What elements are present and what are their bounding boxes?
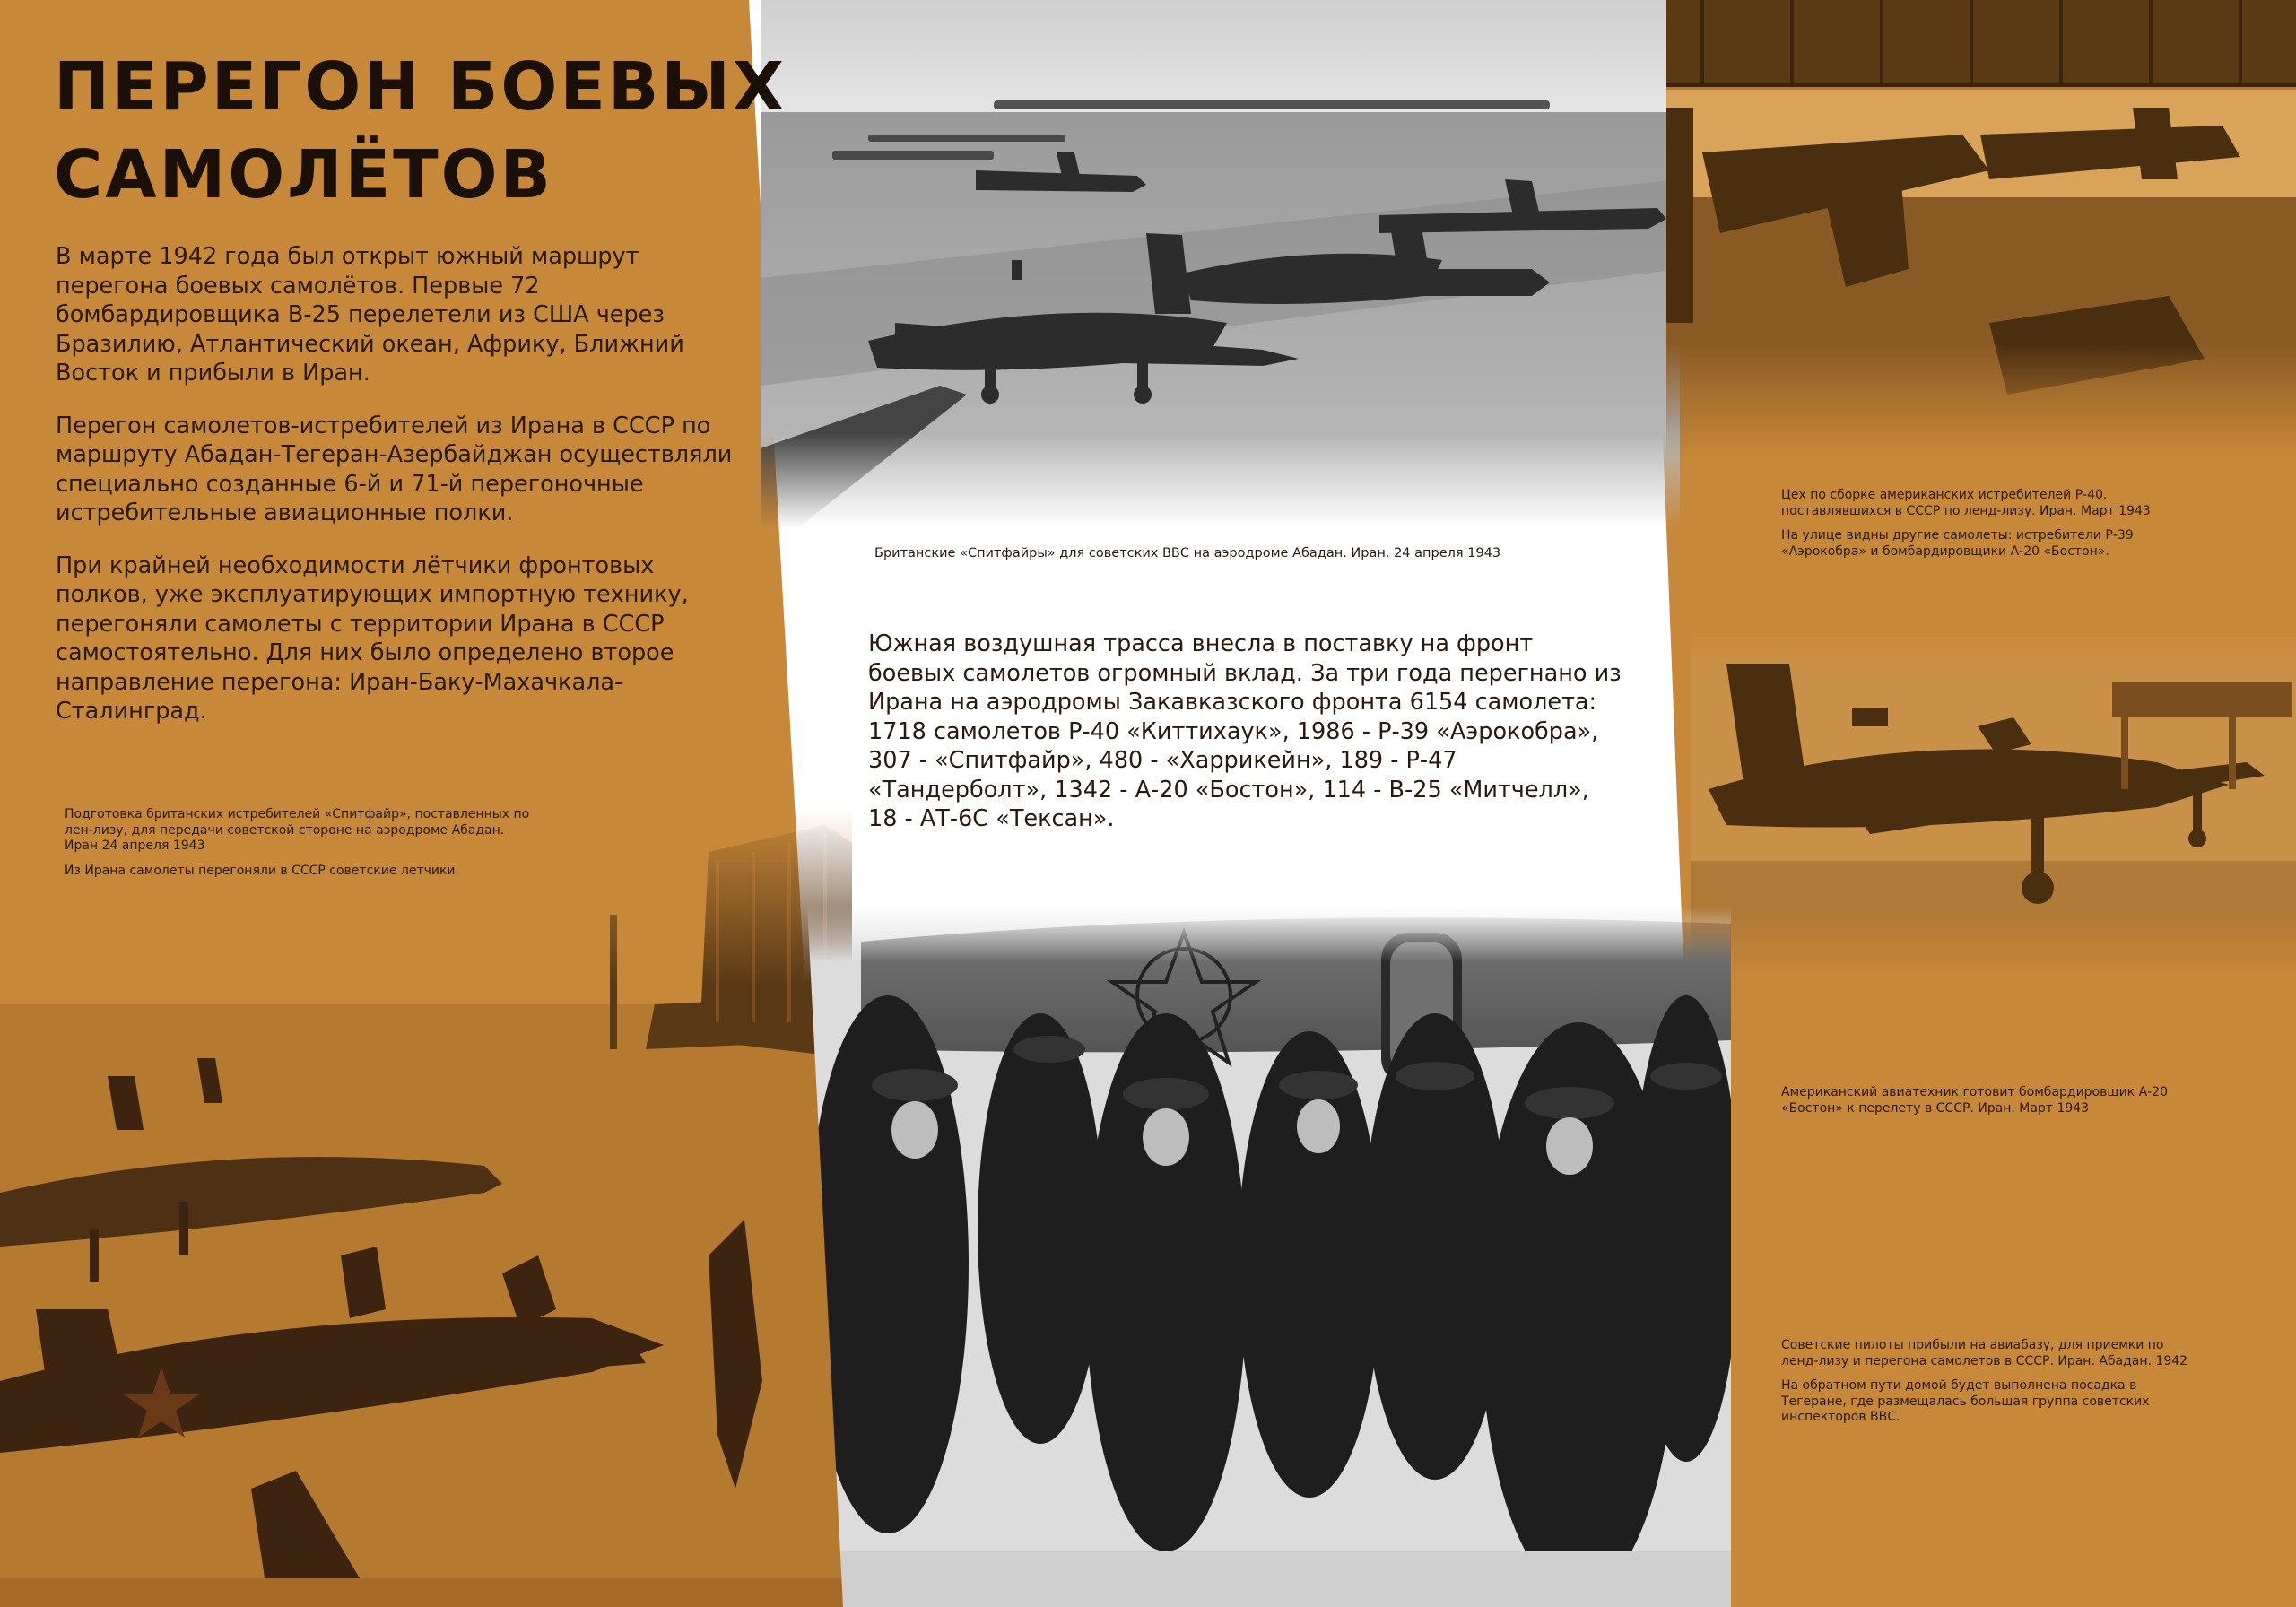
intro-paragraph-3: При крайней необходимости лётчики фронтовых полков, уже эксплуатирующих импортную технику, перегоняли самолеты с территории Ирана в СССР самостоятельно. Для них было определено второе направление перегона: Иран-Баку-Махачкала-Сталинград. xyxy=(56,552,689,725)
title-line-1: ПЕРЕГОН БОЕВЫХ xyxy=(54,48,787,126)
center-text: Южная воздушная трасса внесла в поставку на фронт боевых самолетов огромный вклад. За три года перегнано из Ирана на аэродромы Закавказского фронта 6154 самолета: 1718 самолетов Р-40 «Киттихаук», 1986 - Р-39 «Аэрокобра», 307 - «Спитфайр», 480 - «Харрикейн», 189 - Р-47 «Тандерболт», 1342 - А-20 «Бостон», 114 - В-25 «Митчелл», 18 - АТ-6С «Тексан». xyxy=(868,630,1622,832)
caption-pilots-p2: На обратном пути домой будет выполнена посадка в Тегеране, где размещалась большая группа советских инспекторов ВВС. xyxy=(1781,1378,2150,1424)
caption-spitfires-p1: Подготовка британских истребителей «Спитфайр», поставленных по лен-лизу, для передачи советской стороне на аэродроме Абадан. Иран 24 апреля 1943 xyxy=(65,807,530,853)
caption-hangar-p1: Цех по сборке американских истребителей Р-40, поставлявшихся в СССР по ленд-лизу. Иран. Март 1943 xyxy=(1781,488,2151,518)
intro-paragraph-2: Перегон самолетов-истребителей из Ирана в СССР по маршруту Абадан-Тегеран-Азербайджан осуществляли специально созданные 6-й и 71-й перегоночные истребительные авиационные полки. xyxy=(56,412,733,526)
photo-a20-boston xyxy=(1691,628,2296,977)
title-line-2: САМОЛЁТОВ xyxy=(54,136,553,213)
caption-spitfires-p2: Из Ирана самолеты перегоняли в СССР советские летчики. xyxy=(65,863,459,878)
photo-spitfires xyxy=(0,807,852,1607)
photo-hangar-assembly xyxy=(1666,0,2296,457)
caption-a20-boston: Американский авиатехник готовит бомбардировщик А-20 «Бостон» к перелету в СССР. Иран. Март 1943 xyxy=(1781,1085,2169,1116)
caption-pilots-p1: Советские пилоты прибыли на авиабазу, для приемки по ленд-лизу и перегона самолетов в СССР. Иран. Абадан. 1942 xyxy=(1781,1338,2188,1368)
caption-hangar-p2: На улице видны другие самолеты: истребители Р-39 «Аэрокобра» и бомбардировщики А-20 «Бостон». xyxy=(1781,528,2134,559)
photo-airfield-bombers xyxy=(761,0,1680,529)
caption-soviet-pilots xyxy=(1781,1338,2194,1435)
page-title xyxy=(54,43,787,219)
caption-hangar-assembly xyxy=(1781,488,2194,569)
intro-text xyxy=(56,242,737,750)
photo-soviet-pilots xyxy=(807,906,1731,1607)
caption-airfield-bombers: Британские «Спитфайры» для советских ВВС на аэродроме Абадан. Иран. 24 апреля 1943 xyxy=(874,546,1501,560)
intro-paragraph-1: В марте 1942 года был открыт южный маршрут перегона боевых самолётов. Первые 72 бомбардировщика B-25 перелетели из США через Бразилию, Атлантический океан, Африку, Ближний Восток и прибыли в Иран. xyxy=(56,243,684,387)
caption-spitfires xyxy=(65,807,531,888)
